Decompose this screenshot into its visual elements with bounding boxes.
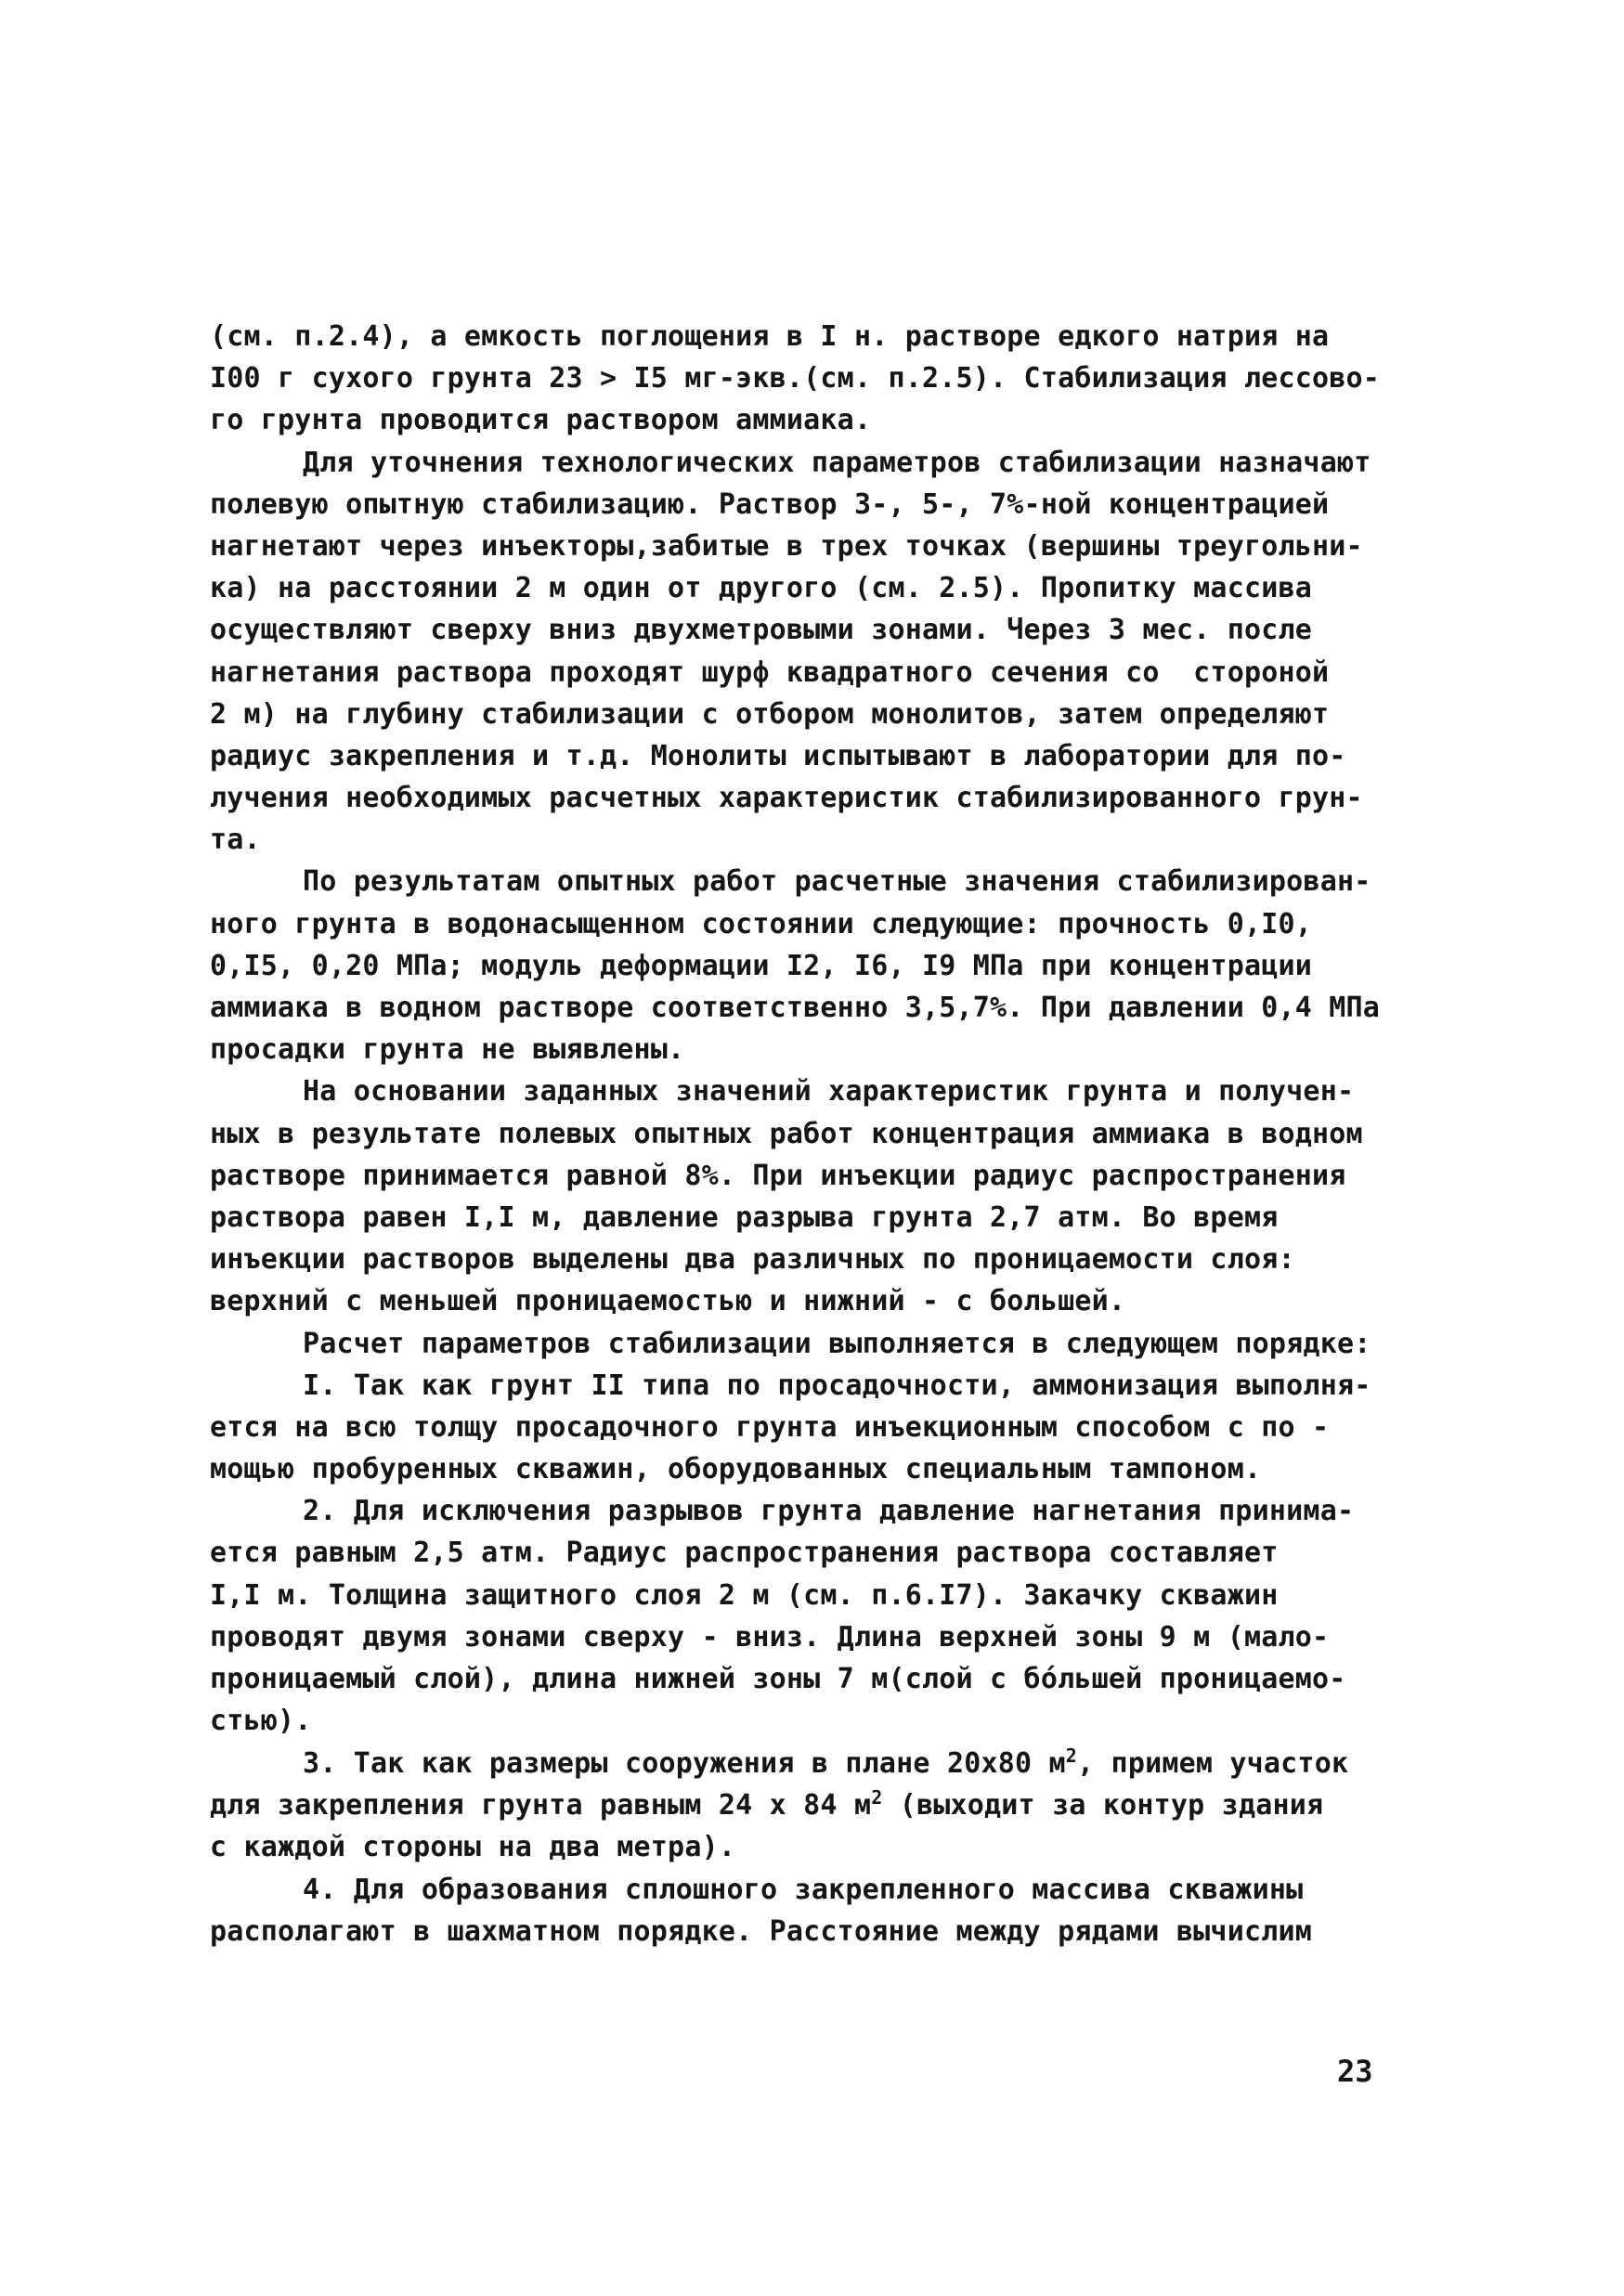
text-line: 3. Так как размеры сооружения в плане 20х80 $м^2$, примем участок: [303, 1745, 1349, 1780]
text-line: ется на всю толщу просадочного грунта инъекционным способом с по -: [210, 1410, 1330, 1444]
text-line: 0,I5, 0,20 МПа; модуль деформации I2, I6, I9 МПа при концентрации: [210, 949, 1312, 982]
text-line: I,I м. Толщина защитного слоя 2 м (см. п.6.I7). Закачку скважин: [210, 1578, 1279, 1612]
text-line: ка) на расстоянии 2 м один от другого (см. 2.5). Пропитку массива: [210, 572, 1312, 605]
text-line: проницаемый слой), длина нижней зоны 7 м(слой с бóльшей проницаемо-: [210, 1663, 1346, 1695]
text-line: та.: [210, 824, 261, 857]
text-line: Для уточнения технологических параметров стабилизации назначают: [303, 446, 1371, 479]
text-line: нагнетают через инъекторы,забитые в трех точках (вершины треугольни-: [210, 529, 1363, 563]
text-line: 2 м) на глубину стабилизации с отбором монолитов, затем определяют: [210, 697, 1330, 731]
text-line: I. Так как грунт II типа по просадочности, аммонизация выполня-: [303, 1369, 1371, 1402]
text-line: Расчет параметров стабилизации выполняется в следующем порядке:: [303, 1327, 1371, 1360]
text-line: нагнетания раствора проходят шурф квадратного сечения со стороной: [210, 655, 1330, 689]
text-line: проводят двумя зонами сверху - вниз. Длина верхней зоны 9 м (мало-: [210, 1620, 1330, 1654]
text-line: радиус закрепления и т.д. Монолиты испытывают в лаборатории для по-: [210, 739, 1346, 772]
text-line: аммиака в водном растворе соответственно 3,5,7%. При давлении 0,4 МПа: [210, 992, 1381, 1024]
text-line: мощью пробуренных скважин, оборудованных специальным тампоном.: [210, 1453, 1262, 1486]
text-line: располагают в шахматном порядке. Расстояние между рядами вычислим: [210, 1914, 1312, 1948]
text-line: лучения необходимых расчетных характеристик стабилизированного грун-: [210, 782, 1363, 815]
text-line: (см. п.2.4), а емкость поглощения в I н. растворе едкого натрия на: [210, 320, 1330, 353]
text-line: го грунта проводится раствором аммиака.: [210, 404, 872, 437]
text-line: I00 г сухого грунта 23 > I5 мг-экв.(см. п.2.5). Стабилизация лессово-: [210, 362, 1381, 396]
text-line: стью).: [210, 1705, 312, 1738]
text-line: просадки грунта не выявлены.: [210, 1033, 685, 1067]
text-line: ных в результате полевых опытных работ концентрация аммиака в водном: [210, 1117, 1363, 1150]
text-line: инъекции растворов выделены два различных по проницаемости слоя:: [210, 1243, 1295, 1277]
body-text: [210, 316, 1436, 1742]
text-line: На основании заданных значений характеристик грунта и получен-: [303, 1075, 1355, 1109]
text-line: для закрепления грунта равным 24 х 84 $м^2$ (выходит за контур здания: [210, 1786, 1324, 1823]
text-line: растворе принимается равной 8%. При инъекции радиус распространения: [210, 1159, 1346, 1192]
text-line: раствора равен I,I м, давление разрыва грунта 2,7 атм. Во время: [210, 1200, 1279, 1234]
text-line: осуществляют сверху вниз двухметровыми зонами. Через 3 мес. после: [210, 614, 1312, 647]
text-line: полевую опытную стабилизацию. Раствор 3-, 5-, 7%-ной концентрацией: [210, 487, 1330, 521]
text-line: верхний с меньшей проницаемостью и нижний - с большей.: [210, 1285, 1126, 1318]
text-line: ного грунта в водонасыщенном состоянии следующие: прочность 0,I0,: [210, 907, 1312, 940]
text-line: 4. Для образования сплошного закрепленного массива скважины: [303, 1873, 1304, 1906]
body-text-continued: [210, 1743, 1436, 1952]
text-line: 2. Для исключения разрывов грунта давление нагнетания принима-: [303, 1495, 1355, 1528]
text-line: ется равным 2,5 атм. Радиус распространения раствора составляет: [210, 1537, 1279, 1570]
text-line: с каждой стороны на два метра).: [210, 1831, 736, 1864]
page-number: 23: [1337, 2054, 1373, 2089]
text-line: По результатам опытных работ расчетные значения стабилизирован-: [303, 865, 1371, 899]
